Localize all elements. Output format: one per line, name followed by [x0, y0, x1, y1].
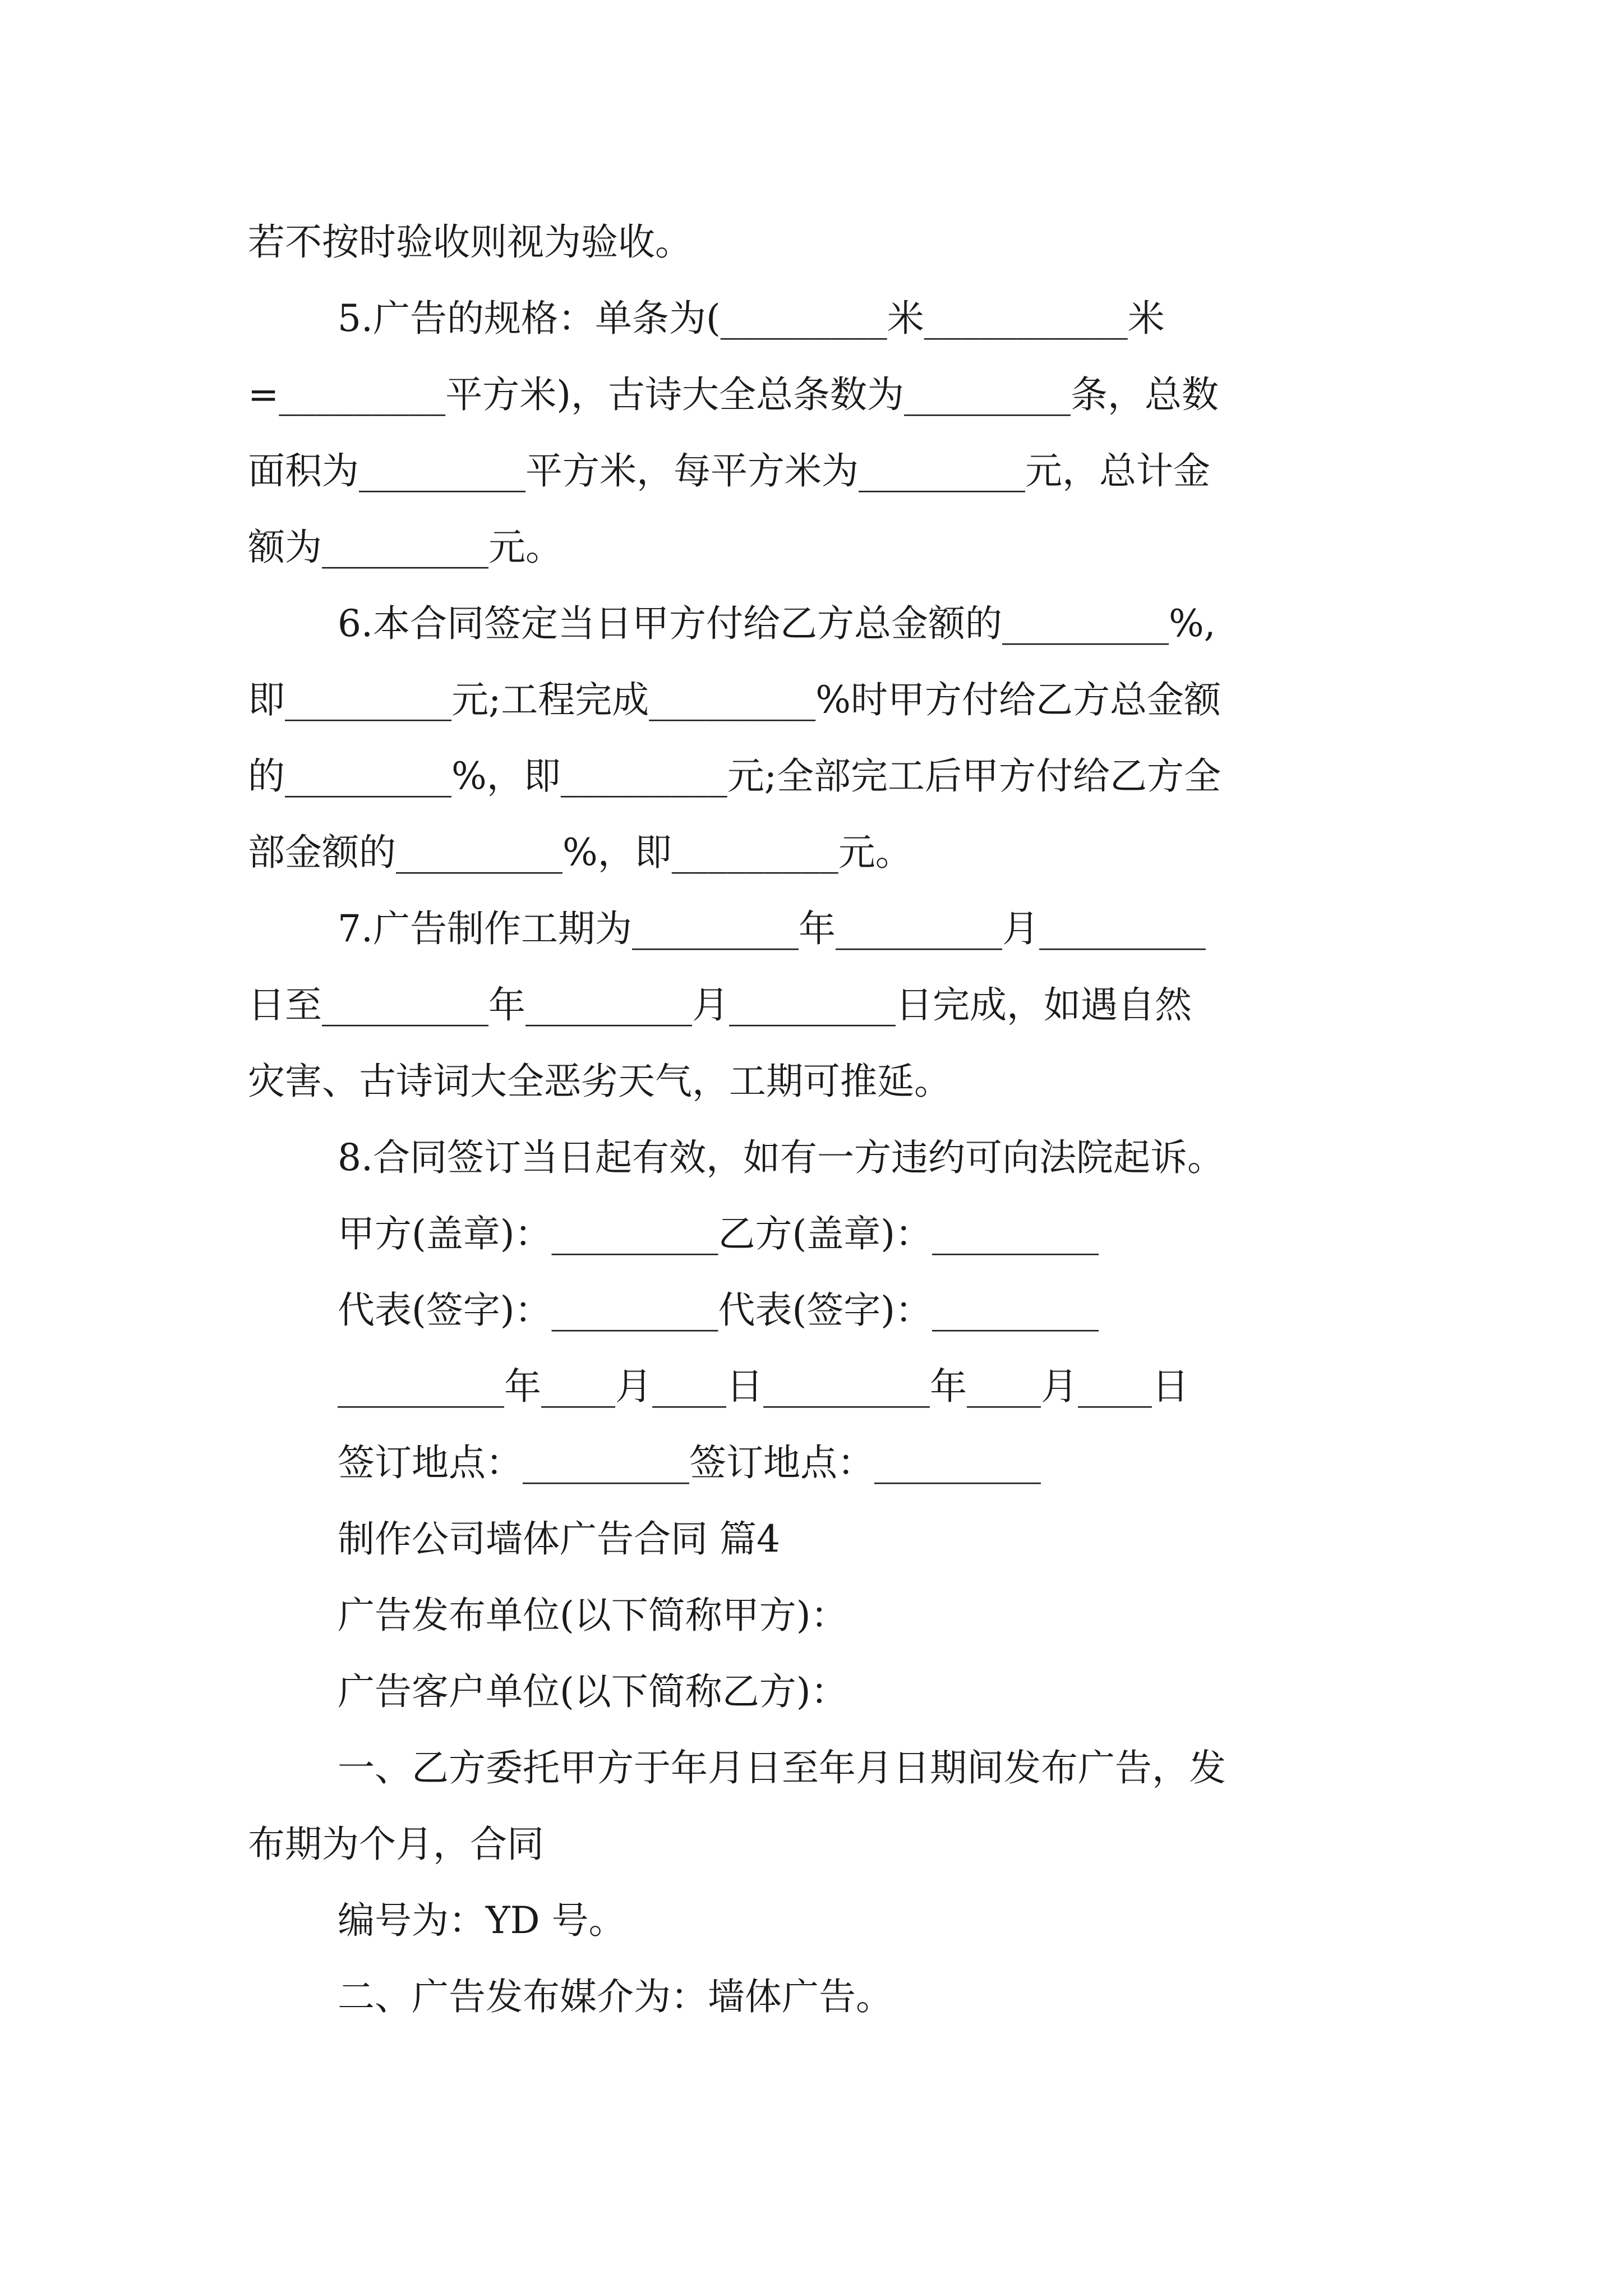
text-line-16: _________年____月____日_________年____月____日 — [338, 1365, 1189, 1408]
text-line-10: 7.广告制作工期为_________年_________月_________ — [338, 907, 1206, 950]
text-line-6: 6.本合同签定当日甲方付给乙方总金额的_________%, — [338, 602, 1216, 645]
text-line-13: 8.合同签订当日起有效，如有一方违约可向法院起诉。 — [338, 1136, 1224, 1179]
text-line-15: 代表(签字)：_________代表(签字)：_________ — [338, 1289, 1099, 1332]
text-line-23: 编号为：YD 号。 — [338, 1899, 626, 1942]
text-line-2: 5.广告的规格：单条为(_________米___________米 — [338, 297, 1165, 340]
text-line-21: 一、乙方委托甲方于年月日至年月日期间发布广告，发 — [338, 1746, 1226, 1789]
text-line-9: 部金额的_________%，即_________元。 — [248, 831, 912, 874]
text-line-24: 二、广告发布媒介为：墙体广告。 — [338, 1975, 893, 2018]
text-line-3: =_________平方米)，古诗大全总条数为_________条，总数 — [248, 373, 1219, 416]
section-heading: 制作公司墙体广告合同 篇4 — [338, 1517, 780, 1561]
text-line-12: 灾害、古诗词大全恶劣天气，工期可推延。 — [248, 1060, 951, 1103]
text-line-14: 甲方(盖章)：_________乙方(盖章)：_________ — [338, 1212, 1099, 1255]
text-line-4: 面积为_________平方米，每平方米为_________元，总计金 — [248, 449, 1210, 493]
text-line-11: 日至_________年_________月_________日完成，如遇自然 — [248, 983, 1192, 1027]
text-line-22: 布期为个月，合同 — [248, 1823, 544, 1866]
text-line-8: 的_________%，即_________元;全部完工后甲方付给乙方全 — [248, 754, 1221, 798]
text-line-1: 若不按时验收则视为验收。 — [248, 220, 692, 264]
text-line-20: 广告客户单位(以下简称乙方)： — [338, 1670, 848, 1713]
text-line-7: 即_________元;工程完成_________%时甲方付给乙方总金额 — [248, 678, 1221, 721]
text-line-19: 广告发布单位(以下简称甲方)： — [338, 1594, 848, 1637]
text-line-17: 签订地点：_________签订地点：_________ — [338, 1441, 1041, 1484]
text-line-5: 额为_________元。 — [248, 526, 562, 569]
